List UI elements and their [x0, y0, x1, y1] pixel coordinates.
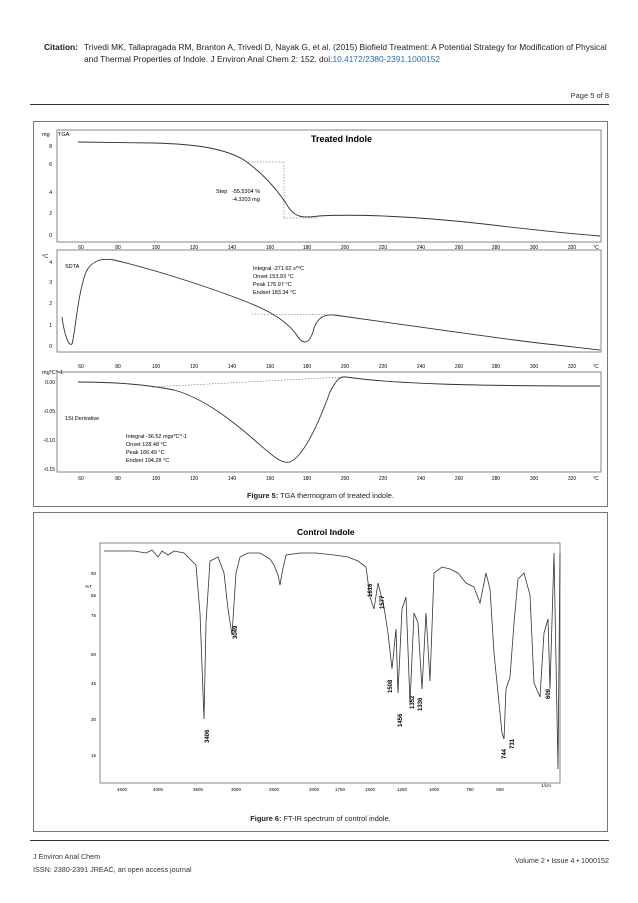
peak-label: 1577	[380, 595, 386, 609]
sdta-xtick: 100	[151, 364, 161, 370]
tga-ytick-0: 8	[49, 144, 52, 150]
sdta-xtick: 80	[115, 364, 121, 370]
dtg-xtick: 200	[340, 476, 350, 482]
sdta-panel	[57, 250, 601, 352]
dtg-xtick: 140	[227, 476, 237, 482]
doi-link[interactable]: 10.4172/2380-2391.1000152	[332, 54, 441, 64]
dtg-ytick-0: 0.00	[45, 380, 55, 386]
dtg-xtick: 320	[567, 476, 577, 482]
tga-xtick: 100	[151, 245, 161, 251]
peak-label: 1616	[368, 583, 374, 597]
footer-journal-info	[33, 850, 192, 876]
dtg-panel	[57, 372, 601, 472]
sdta-xunit: °C	[593, 364, 599, 370]
sdta-ytick-2: 2	[49, 301, 52, 307]
figure-5-frame	[33, 121, 608, 507]
sdta-xtick: 120	[189, 364, 199, 370]
ftir-ytick: 15	[90, 753, 96, 758]
dtg-xtick: 100	[151, 476, 161, 482]
peak-label: 1352	[410, 695, 416, 709]
ftir-xtick: 3500	[192, 787, 204, 792]
peak-label: 3049	[233, 625, 239, 639]
footer-volume: Volume 2 • Issue 4 • 1000152	[514, 856, 609, 865]
tga-unit: mg	[42, 132, 50, 138]
dtg-unit: mg*C^-1	[42, 370, 64, 376]
ftir-xtick: 1500	[364, 787, 376, 792]
dtg-endset: Endset 194.28 °C	[126, 458, 170, 464]
sdta-x-axis	[78, 364, 599, 370]
ftir-xtick: 4000	[152, 787, 164, 792]
peak-label: 1508	[388, 679, 394, 693]
sdta-integral: Integral -271.62 s*°C	[253, 266, 305, 272]
sdta-xtick: 220	[378, 364, 388, 370]
ftir-xtick: 750	[466, 787, 474, 792]
dtg-peak: Peak 166.49 °C	[126, 450, 165, 456]
sdta-xtick: 200	[340, 364, 350, 370]
header-divider	[30, 104, 609, 105]
dtg-xtick: 160	[265, 476, 275, 482]
ftir-ytick: 75	[90, 613, 96, 618]
tga-xtick: 180	[302, 245, 312, 251]
dtg-ytick-3: -0.15	[43, 467, 55, 473]
dtg-baseline	[152, 377, 342, 387]
peak-label: 744	[502, 748, 508, 759]
dtg-xtick: 180	[302, 476, 312, 482]
dtg-xtick: 60	[78, 476, 84, 482]
sdta-onset: Onset 153.93 °C	[253, 274, 294, 280]
sdta-ytick-4: 0	[49, 344, 52, 350]
sdta-peak: Peak 176.97 °C	[253, 282, 292, 288]
peak-label: 3406	[205, 729, 211, 743]
tga-xtick: 220	[378, 245, 388, 251]
figure-5-caption: Figure 5: TGA thermogram of treated indole.	[247, 491, 394, 500]
dtg-x-axis	[78, 476, 599, 482]
figure-6-caption: Figure 6: FT-IR spectrum of control indole.	[250, 814, 391, 823]
ftir-ytick: 85	[90, 593, 96, 598]
tga-step-label: Step	[216, 189, 228, 195]
ftir-curve	[104, 550, 560, 769]
sdta-xtick: 240	[416, 364, 426, 370]
ftir-xtick: 1750	[334, 787, 346, 792]
dtg-xtick: 240	[416, 476, 426, 482]
ftir-xtick: 1000	[428, 787, 440, 792]
sdta-xtick: 140	[227, 364, 237, 370]
peak-label: 609	[546, 688, 552, 699]
dtg-xtick: 280	[491, 476, 501, 482]
peak-label: 1456	[398, 713, 404, 727]
sdta-unit: °C	[42, 254, 49, 260]
tga-xtick: 140	[227, 245, 237, 251]
sdta-xtick: 300	[529, 364, 539, 370]
ftir-ytick: 90	[90, 571, 96, 576]
dtg-xunit: °C	[593, 476, 599, 482]
dtg-xtick: 120	[189, 476, 199, 482]
figure-6-frame	[33, 512, 608, 832]
tga-ytick-1: 6	[49, 162, 52, 168]
sdta-xtick: 160	[265, 364, 275, 370]
ftir-xtick: 2500	[268, 787, 280, 792]
footer-issn: ISSN: 2380-2391 JREAC, an open access journal	[33, 865, 192, 874]
dtg-ytick-2: -0.10	[43, 438, 55, 444]
sdta-ytick-1: 3	[49, 280, 52, 286]
ftir-x-axis	[117, 783, 551, 792]
citation-block	[44, 41, 609, 65]
ftir-ytick: 45	[90, 681, 96, 686]
ftir-spectrum	[34, 513, 607, 808]
dtg-onset: Onset 128.48 °C	[126, 442, 167, 448]
tga-name: TGA	[58, 132, 70, 138]
figure-6-title: Control Indole	[297, 527, 355, 537]
ftir-ytick: 60	[90, 652, 96, 657]
sdta-name: SDTA	[65, 264, 80, 270]
tga-xtick: 200	[340, 245, 350, 251]
tga-xtick: 80	[115, 245, 121, 251]
dtg-xtick: 80	[115, 476, 121, 482]
tga-xtick: 260	[454, 245, 464, 251]
sdta-xtick: 320	[567, 364, 577, 370]
dtg-xtick: 220	[378, 476, 388, 482]
tga-xtick: 240	[416, 245, 426, 251]
sdta-curve	[62, 259, 600, 350]
tga-panel	[57, 130, 601, 242]
ftir-peak-labels	[205, 583, 552, 759]
citation-label: Citation:	[44, 42, 78, 52]
dtg-name: 1St Derivative	[65, 416, 100, 422]
dtg-xtick: 260	[454, 476, 464, 482]
tga-xtick: 320	[567, 245, 577, 251]
tga-xtick: 300	[529, 245, 539, 251]
tga-thermogram	[34, 122, 607, 488]
dtg-integral: Integral -36.52 mgs*C^-1	[126, 434, 187, 440]
figure-5-title: Treated Indole	[311, 134, 373, 144]
tga-xunit: °C	[593, 245, 599, 251]
ftir-xtick: 4500	[116, 787, 128, 792]
ftir-ytick: 30	[90, 717, 96, 722]
sdta-xtick: 60	[78, 364, 84, 370]
dtg-xtick: 300	[529, 476, 539, 482]
ftir-plot-area	[100, 543, 560, 783]
ftir-xunit: 1/cm	[541, 783, 551, 788]
sdta-endset: Endset 183.34 °C	[253, 290, 297, 296]
tga-curve	[78, 142, 600, 236]
sdta-xtick: 260	[454, 364, 464, 370]
sdta-ytick-0: 4	[49, 260, 52, 266]
citation-text: Trivedi MK, Tallapragada RM, Branton A, Trivedi D, Nayak G, et al. (2015) Biofield Treatment: A Potential Strategy for Modification of Physical and Thermal Properties of Indole. J Environ Anal Chem 2: 152. doi:10.4172/2380-2391.1000152	[84, 42, 607, 64]
ftir-xtick: 2000	[308, 787, 320, 792]
ftir-xtick: 1250	[396, 787, 408, 792]
peak-label: 1336	[418, 697, 424, 711]
tga-xtick: 120	[189, 245, 199, 251]
sdta-xtick: 180	[302, 364, 312, 370]
tga-ytick-2: 4	[49, 190, 52, 196]
sdta-xtick: 280	[491, 364, 501, 370]
footer-divider	[30, 840, 609, 841]
tga-xtick: 160	[265, 245, 275, 251]
ftir-y-axis	[91, 571, 97, 758]
tga-step-percent: -55.5304 %	[232, 189, 261, 195]
tga-xtick: 60	[78, 245, 84, 251]
tga-step-mg: -4.3203 mg	[232, 197, 260, 203]
ftir-xtick: 500	[496, 787, 504, 792]
tga-ytick-4: 0	[49, 233, 52, 239]
sdta-ytick-3: 1	[49, 323, 52, 329]
tga-xtick: 280	[491, 245, 501, 251]
ftir-xtick: 3000	[230, 787, 242, 792]
page-number: Page 5 of 8	[570, 91, 609, 100]
dtg-ytick-1: -0.05	[43, 409, 55, 415]
peak-label: 731	[510, 738, 516, 749]
ftir-yunit: %T	[85, 584, 92, 589]
tga-ytick-3: 2	[49, 211, 52, 217]
footer-journal: J Environ Anal Chem	[33, 852, 101, 861]
